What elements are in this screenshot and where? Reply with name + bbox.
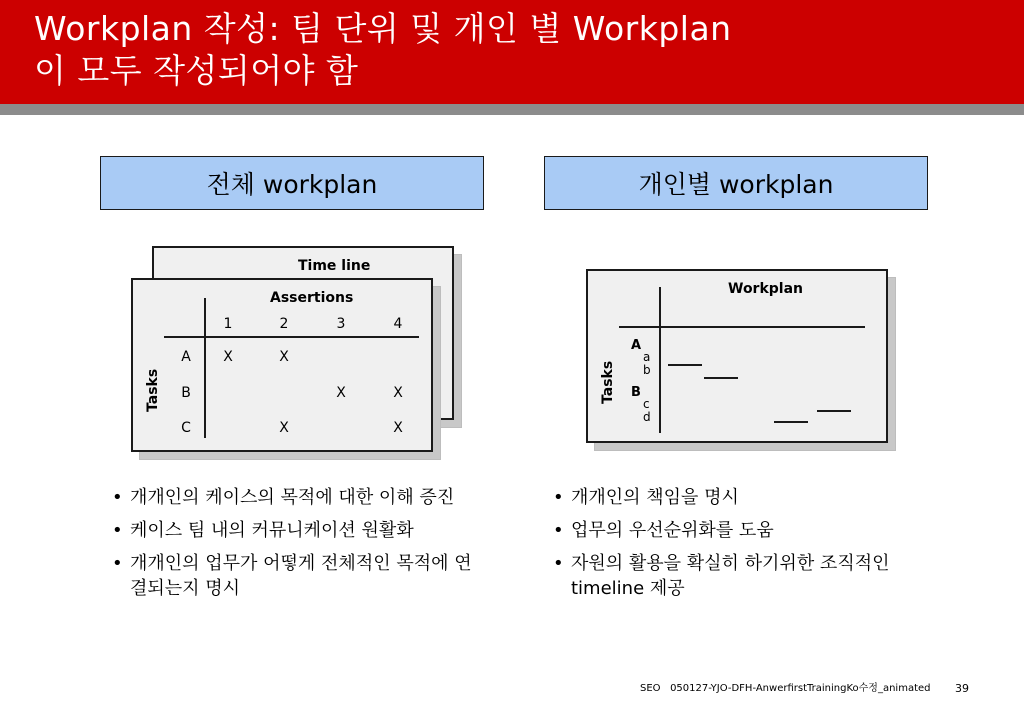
workplan-horizontal-axis xyxy=(619,326,865,328)
assertions-card xyxy=(131,278,433,452)
assertions-vertical-axis xyxy=(204,298,206,438)
list-item: • 업무의 우선순위화를 도움 xyxy=(553,518,903,543)
list-item: • 개개인의 케이스의 목적에 대한 이해 증진 xyxy=(112,485,472,510)
tasks-axis-label: Tasks xyxy=(600,360,616,404)
task-group-label: A xyxy=(631,338,642,353)
column-header: 3 xyxy=(336,316,346,332)
subtask-label: d xyxy=(643,410,651,424)
row-label: A xyxy=(181,349,191,365)
column-header: 2 xyxy=(279,316,289,332)
table-cell: X xyxy=(223,349,233,365)
list-item: • 자원의 활용을 확실히 하기위한 조직적인 timeline 제공 xyxy=(553,551,903,601)
task-bar-d xyxy=(774,421,808,423)
column-header: 4 xyxy=(393,316,403,332)
slide-title-line1: Workplan 작성: 팀 단위 및 개인 별 Workplan xyxy=(34,9,732,48)
subtask-label: c xyxy=(643,397,650,411)
list-item: • 개개인의 책임을 명시 xyxy=(553,485,903,510)
column-header: 1 xyxy=(223,316,233,332)
page-number: 39 xyxy=(955,682,969,695)
assertions-horizontal-axis xyxy=(164,336,419,338)
individual-workplan-heading-label: 개인별 workplan xyxy=(638,170,834,199)
title-divider xyxy=(0,104,1024,115)
row-label: B xyxy=(181,385,191,401)
individual-workplan-benefits xyxy=(553,485,903,609)
tasks-axis-label: Tasks xyxy=(145,368,161,412)
table-cell: X xyxy=(279,420,289,436)
overall-workplan-heading-label: 전체 workplan xyxy=(206,170,378,199)
workplan-vertical-axis xyxy=(659,287,661,433)
table-cell: X xyxy=(393,420,403,436)
table-cell: X xyxy=(393,385,403,401)
table-cell: X xyxy=(279,349,289,365)
individual-workplan-card-title: Workplan xyxy=(728,281,804,297)
task-bar-c xyxy=(817,410,851,412)
overall-workplan-benefits xyxy=(112,485,472,609)
timeline-card-title: Time line xyxy=(298,258,371,274)
task-bar-b xyxy=(704,377,738,379)
slide-title-line2: 이 모두 작성되어야 함 xyxy=(34,51,359,90)
list-item: • 케이스 팀 내의 커뮤니케이션 원활화 xyxy=(112,518,472,543)
row-label: C xyxy=(181,420,191,436)
individual-workplan-heading xyxy=(544,156,928,210)
assertions-card-title: Assertions xyxy=(270,290,354,306)
table-cell: X xyxy=(336,385,346,401)
task-bar-a xyxy=(668,364,702,366)
individual-workplan-card xyxy=(586,269,888,443)
slide-title xyxy=(34,8,994,92)
overall-workplan-heading xyxy=(100,156,484,210)
task-group-label: B xyxy=(631,385,641,400)
subtask-label: b xyxy=(643,363,651,377)
list-item: • 개개인의 업무가 어떻게 전체적인 목적에 연결되는지 명시 xyxy=(112,551,472,601)
footer-file-name: SEO 050127-YJO-DFH-AnwerfirstTrainingKo수정_animated xyxy=(640,683,931,694)
subtask-label: a xyxy=(643,350,651,364)
